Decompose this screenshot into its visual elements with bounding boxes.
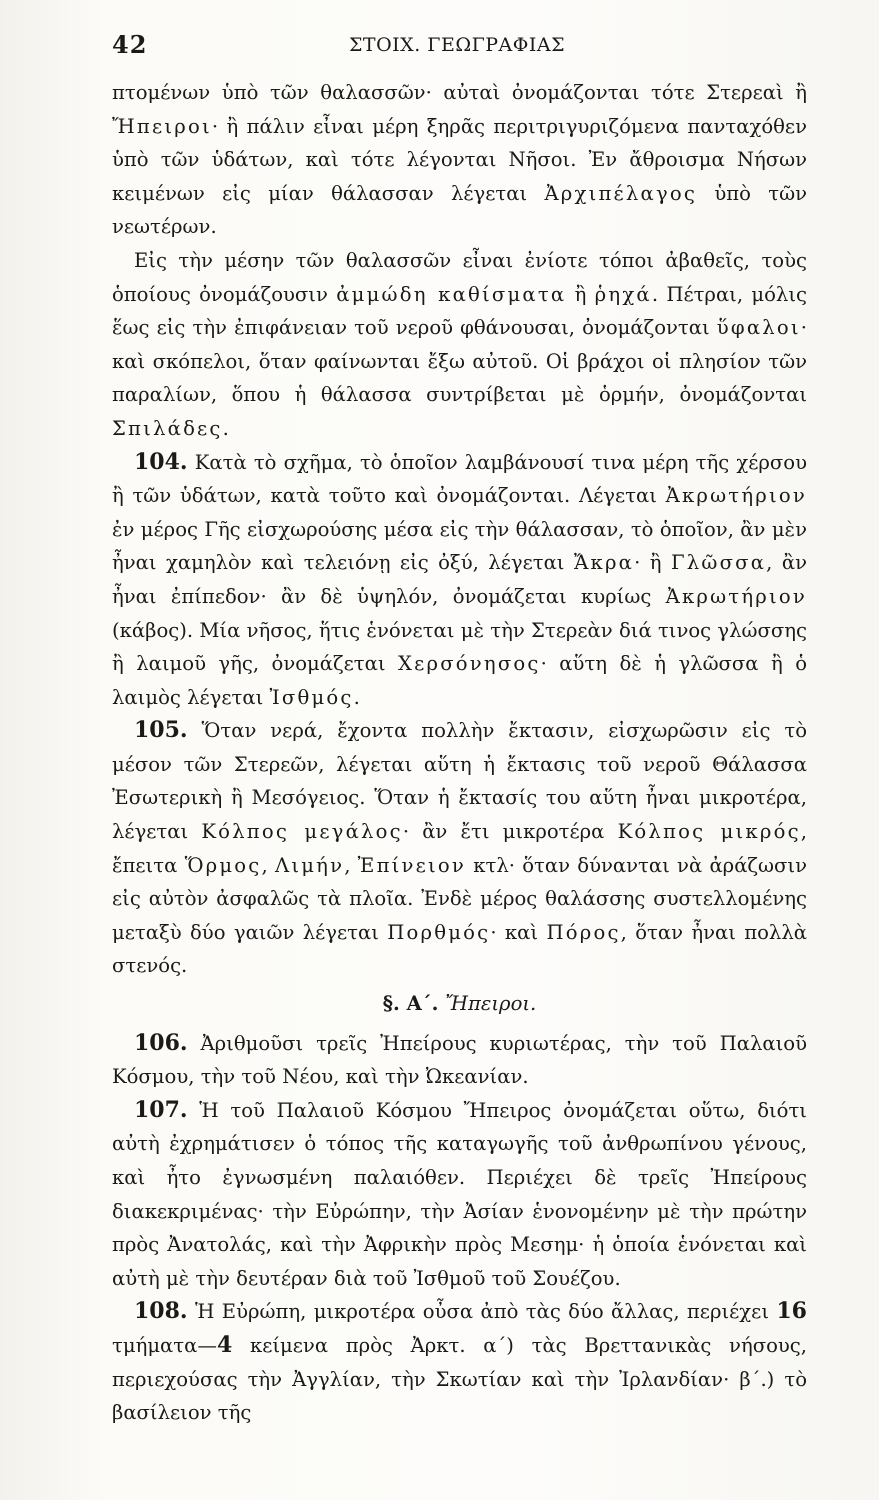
text-run: ἐν μέρος Γῆς εἰσχωρούσης μέσα εἰς τὴν θάλασσαν, τὸ ὁποῖον, ἂν μὲν ἦναι χαμηλὸν καὶ τελειόνῃ εἰς ὀξύ, λέγεται	[112, 517, 807, 575]
spaced-term: Ὅρμος	[184, 853, 262, 877]
text-run: Ἤπειροι.	[445, 992, 537, 1016]
text-run: τμήματα—	[112, 1333, 217, 1357]
text-run: Εἰς τὴν μέσην τῶν θαλασσῶν εἶναι ἐνίοτε τόποι ἀβαθεῖς, τοὺς ὁποίους ὀνομάζουσιν	[112, 248, 807, 306]
text-run: · αὕτη δὲ ἡ γλῶσσα ἢ ὁ λαιμὸς λέγεται	[112, 652, 807, 709]
text-run: ,	[344, 853, 358, 877]
spaced-term: Χερσόνησος	[398, 652, 541, 676]
page-header	[112, 30, 802, 66]
spaced-term: Σπιλάδες	[112, 416, 223, 440]
text-run: Ὅταν νερά, ἔχοντα πολλὴν ἔκτασιν, εἰσχωρῶσιν εἰς τὸ μέσον τῶν Στερεῶν, λέγεται αὕτη ἡ ἔκτασις τοῦ νεροῦ Θάλασσα Ἐσωτερικὴ ἢ Μεσόγειος. Ὅταν ἡ ἔκτασίς του αὕτη ἦναι μικροτέρα, λέγεται	[112, 719, 807, 844]
paragraph-number: 107.	[134, 1096, 188, 1123]
text-run: , ἂν ἦναι ἐπίπεδον· ἂν δὲ ὑψηλόν, ὀνομάζεται κυρίως	[112, 551, 807, 608]
spaced-term: Πορθμός	[387, 920, 491, 944]
paragraph-number: 108.	[134, 1298, 188, 1325]
text-run: Κατὰ τὸ σχῆμα, τὸ ὁποῖον λαμβάνουσί τινα μέρη τῆς χέρσου ἢ τῶν ὑδάτων, κατὰ τοῦτο καὶ ὀνομάζονται. Λέγεται	[112, 450, 807, 508]
text-run: · ἂν ἔτι μικροτέρα	[402, 820, 618, 844]
text-run: . Πέτραι, μόλις ἕως εἰς τὴν ἐπιφάνειαν τοῦ νεροῦ φθάνουσαι, ὀνομάζονται	[112, 282, 808, 340]
paragraph-p3	[112, 446, 807, 715]
section-symbol: §. Α΄.	[382, 992, 446, 1016]
paragraph-p5	[112, 1027, 807, 1094]
paragraph-p1	[112, 76, 807, 244]
spaced-term: Πόρος	[546, 920, 621, 944]
spaced-term: Κόλπος μικρός	[617, 820, 801, 844]
text-run: .	[222, 416, 229, 440]
text-run: ἢ	[566, 282, 595, 306]
text-run: κείμενα πρὸς Ἀρκτ. α΄) τὰς Βρεττανικὰς νήσους, περιεχούσας τὴν Ἀγγλίαν, τὴν Σκωτίαν καὶ τὴν Ἰρλανδίαν· β΄.) τὸ βασίλειον τῆς	[112, 1333, 807, 1425]
spaced-term: Ἐπίνειον	[357, 853, 466, 877]
page-number: 42	[112, 30, 148, 59]
spaced-term: Ἀκρωτήριον	[665, 584, 807, 608]
spaced-term: Γλῶσσα	[670, 551, 767, 575]
text-run: , ὅταν ἦναι πολλὰ στενός.	[112, 920, 807, 978]
paragraph-number: 106.	[134, 1029, 188, 1056]
text-run: Ἀριθμοῦσι τρεῖς Ἠπείρους κυριωτέρας, τὴν τοῦ Παλαιοῦ Κόσμου, τὴν τοῦ Νέου, καὶ τὴν Ὠκεανίαν.	[112, 1031, 807, 1089]
paragraph-p6	[112, 1094, 807, 1296]
section-heading	[112, 987, 807, 1021]
paragraph-p7	[112, 1295, 807, 1429]
text-run: Ἡ Εὐρώπη, μικροτέρα οὖσα ἀπὸ τὰς δύο ἄλλας, περιέχει	[187, 1300, 777, 1324]
spaced-term: Κόλπος μεγάλος	[201, 820, 403, 844]
text-run: (κάβος). Μία νῆσος, ἥτις ἑνόνεται μὲ τὴν Στερεὰν διά τινος γλώσσης ἢ λαιμοῦ γῆς, ὀνομάζεται	[112, 618, 807, 676]
body-text	[112, 76, 807, 1430]
text-run: ὑπὸ τῶν νεωτέρων.	[112, 181, 807, 239]
spaced-term: Ἤπειροι	[112, 114, 212, 138]
text-run: 16	[776, 1298, 807, 1325]
text-run: κτλ· ὅταν δύνανται νὰ ἀράζωσιν εἰς αὐτὸν ἀσφαλῶς τὰ πλοῖα. Ἐνδὲ μέρος θαλάσσης συστελλομένης μεταξὺ δύο γαιῶν λέγεται	[112, 853, 807, 944]
text-run: πτομένων ὑπὸ τῶν θαλασσῶν· αὐταὶ ὀνομάζονται τότε Στερεαὶ ἢ	[112, 81, 807, 104]
spaced-term: ἀμμώδη καθίσματα	[336, 282, 567, 306]
spaced-term: ὕφαλοι	[716, 316, 801, 340]
spaced-term: Ἀρχιπέλαγος	[544, 181, 698, 205]
paragraph-number: 104.	[134, 448, 188, 475]
text-run: .	[353, 685, 360, 709]
text-run: · καὶ σκόπελοι, ὅταν φαίνωνται ἔξω αὐτοῦ. Οἱ βράχοι οἱ πλησίον τῶν παραλίων, ὅπου ἡ θάλασσα συντρίβεται μὲ ὁρμήν, ὀνομάζονται	[112, 316, 807, 407]
text-run: , ἔπειτα	[112, 820, 808, 877]
text-run: · ἢ	[634, 551, 671, 575]
paragraph-number: 105.	[134, 717, 188, 744]
text-run: ,	[261, 853, 275, 877]
text-run: · ἢ πάλιν εἶναι μέρη ξηρᾶς περιτριγυριζόμενα πανταχόθεν ὑπὸ τῶν ὑδάτων, καὶ τότε λέγονται Νῆσοι. Ἐν ἄθροισμα Νήσων κειμένων εἰς μίαν θάλασσαν λέγεται	[112, 114, 807, 205]
paragraph-p4	[112, 714, 807, 983]
spaced-term: Ἄκρα	[573, 551, 635, 575]
running-head: ΣΤΟΙΧ. ΓΕΩΓΡΑΦΙΑΣ	[348, 34, 566, 56]
spaced-term: Ἀκρωτήριον	[665, 484, 807, 508]
paragraph-p2	[112, 244, 807, 446]
text-run: Ἡ τοῦ Παλαιοῦ Κόσμου Ἤπειρος ὀνομάζεται οὕτω, διότι αὐτὴ ἐχρημάτισεν ὁ τόπος τῆς καταγωγῆς τοῦ ἀνθρωπίνου γένους, καὶ ἦτο ἐγνωσμένη παλαιόθεν. Περιέχει δὲ τρεῖς Ἠπείρους διακεκριμένας· τὴν Εὐρώπην, τὴν Ἀσίαν ἑνονομένην μὲ τὴν πρώτην πρὸς Ἀνατολάς, καὶ τὴν Ἀφρικὴν πρὸς Μεσημ· ἡ ὁποία ἑνόνεται καὶ αὐτὴ μὲ τὴν δευτέραν διὰ τοῦ Ἰσθμοῦ τοῦ Σουέζου.	[112, 1098, 807, 1290]
text-run: · καὶ	[490, 920, 547, 944]
spaced-term: ῥηχά	[594, 282, 652, 306]
text-run: 4	[216, 1331, 233, 1358]
spaced-term: Λιμήν	[274, 853, 345, 877]
spaced-term: Ἰσθμός	[269, 685, 354, 709]
